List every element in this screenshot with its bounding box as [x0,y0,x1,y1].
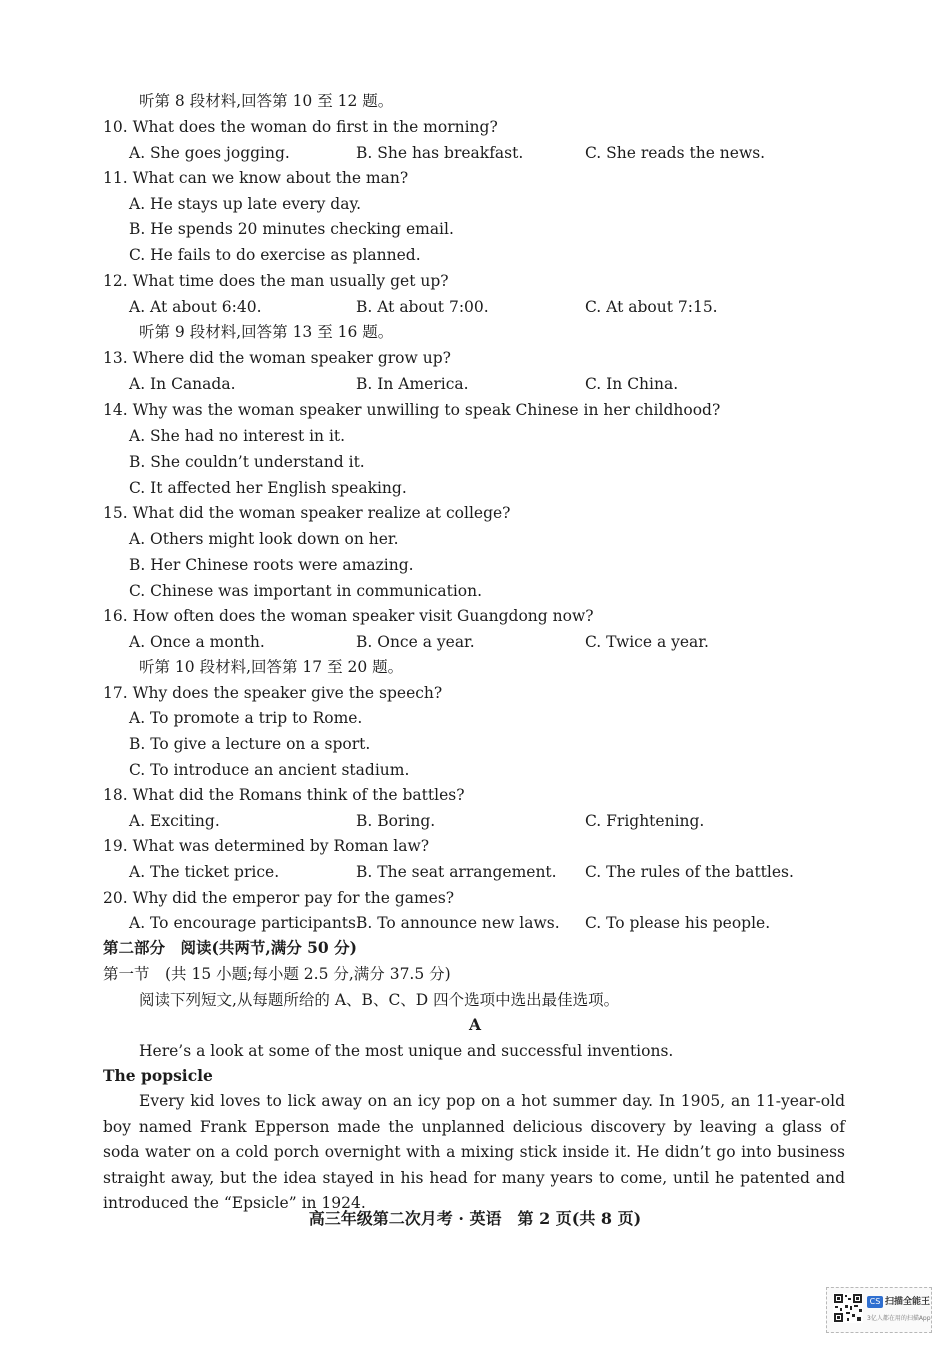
q12-option-c: C. At about 7:15. [585,298,718,316]
question-18: 18. What did the Romans think of the battles? [103,786,465,804]
passage-subheading: The popsicle [103,1066,213,1085]
q19-option-c: C. The rules of the battles. [585,863,794,881]
passage-label: A [468,1015,482,1034]
q20-option-a: A. To encourage participants. [129,914,361,932]
q12-option-b: B. At about 7:00. [356,298,489,316]
q16-option-b: B. Once a year. [356,633,475,651]
q20-option-b: B. To announce new laws. [356,914,560,932]
question-10: 10. What does the woman do first in the morning? [103,118,498,136]
scanner-title: 扫描全能王 [885,1297,931,1307]
q14-option-c: C. It affected her English speaking. [129,479,407,497]
q10-option-a: A. She goes jogging. [129,144,290,162]
q18-option-a: A. Exciting. [129,812,220,830]
q10-option-b: B. She has breakfast. [356,144,524,162]
camscanner-logo-icon: CS [867,1296,883,1308]
q18-option-c: C. Frightening. [585,812,705,830]
q11-option-a: A. He stays up late every day. [129,195,362,213]
q19-option-b: B. The seat arrangement. [356,863,557,881]
question-20: 20. Why did the emperor pay for the games? [103,889,455,907]
question-17: 17. Why does the speaker give the speech? [103,684,443,702]
question-13: 13. Where did the woman speaker grow up? [103,349,451,367]
question-15: 15. What did the woman speaker realize at college? [103,504,511,522]
passage-intro: Here’s a look at some of the most unique and successful inventions. [139,1042,674,1060]
q13-option-b: B. In America. [356,375,469,393]
q14-option-a: A. She had no interest in it. [129,427,346,445]
section-heading-8: 听第 8 段材料,回答第 10 至 12 题。 [139,92,394,110]
q14-option-b: B. She couldn’t understand it. [129,453,365,471]
page-footer: 高三年级第二次月考 · 英语 第 2 页(共 8 页) [308,1209,642,1228]
question-11: 11. What can we know about the man? [103,169,409,187]
q12-option-a: A. At about 6:40. [129,298,262,316]
part2-title: 第二部分 阅读(共两节,满分 50 分) [103,938,357,957]
q17-option-a: A. To promote a trip to Rome. [129,709,363,727]
q17-option-c: C. To introduce an ancient stadium. [129,761,410,779]
scanner-watermark [826,1287,932,1333]
q13-option-c: C. In China. [585,375,679,393]
q19-option-a: A. The ticket price. [129,863,280,881]
q20-option-c: C. To please his people. [585,914,771,932]
part2-section1: 第一节 (共 15 小题;每小题 2.5 分,满分 37.5 分) [103,965,451,983]
q13-option-a: A. In Canada. [129,375,236,393]
part2-instruction: 阅读下列短文,从每题所给的 A、B、C、D 四个选项中选出最佳选项。 [139,991,620,1009]
q15-option-c: C. Chinese was important in communication. [129,582,483,600]
section-heading-9: 听第 9 段材料,回答第 13 至 16 题。 [139,323,394,341]
q18-option-b: B. Boring. [356,812,436,830]
q16-option-a: A. Once a month. [129,633,265,651]
section-heading-10: 听第 10 段材料,回答第 17 至 20 题。 [139,658,404,676]
question-12: 12. What time does the man usually get up? [103,272,449,290]
q15-option-b: B. Her Chinese roots were amazing. [129,556,414,574]
q16-option-c: C. Twice a year. [585,633,709,651]
passage-paragraph: Every kid loves to lick away on an icy pop on a hot summer day. In 1905, an 11-year-old boy named Frank Epperson made the unplanned delicious discovery by leaving a glass of soda water on a cold porch overnight with a mixing stick inside it. He didn’t go into business straight away, but the idea stayed in his head for many years to come, until he patented and introduced the “Epsicle” in 1924. [103,1092,845,1212]
q11-option-b: B. He spends 20 minutes checking email. [129,220,454,238]
question-19: 19. What was determined by Roman law? [103,837,430,855]
q15-option-a: A. Others might look down on her. [129,530,399,548]
qr-code-icon [833,1293,863,1323]
q11-option-c: C. He fails to do exercise as planned. [129,246,421,264]
q17-option-b: B. To give a lecture on a sport. [129,735,371,753]
question-16: 16. How often does the woman speaker visit Guangdong now? [103,607,594,625]
q10-option-c: C. She reads the news. [585,144,766,162]
scanner-subtitle: 3亿人都在用的扫描App [867,1315,931,1322]
question-14: 14. Why was the woman speaker unwilling to speak Chinese in her childhood? [103,401,721,419]
